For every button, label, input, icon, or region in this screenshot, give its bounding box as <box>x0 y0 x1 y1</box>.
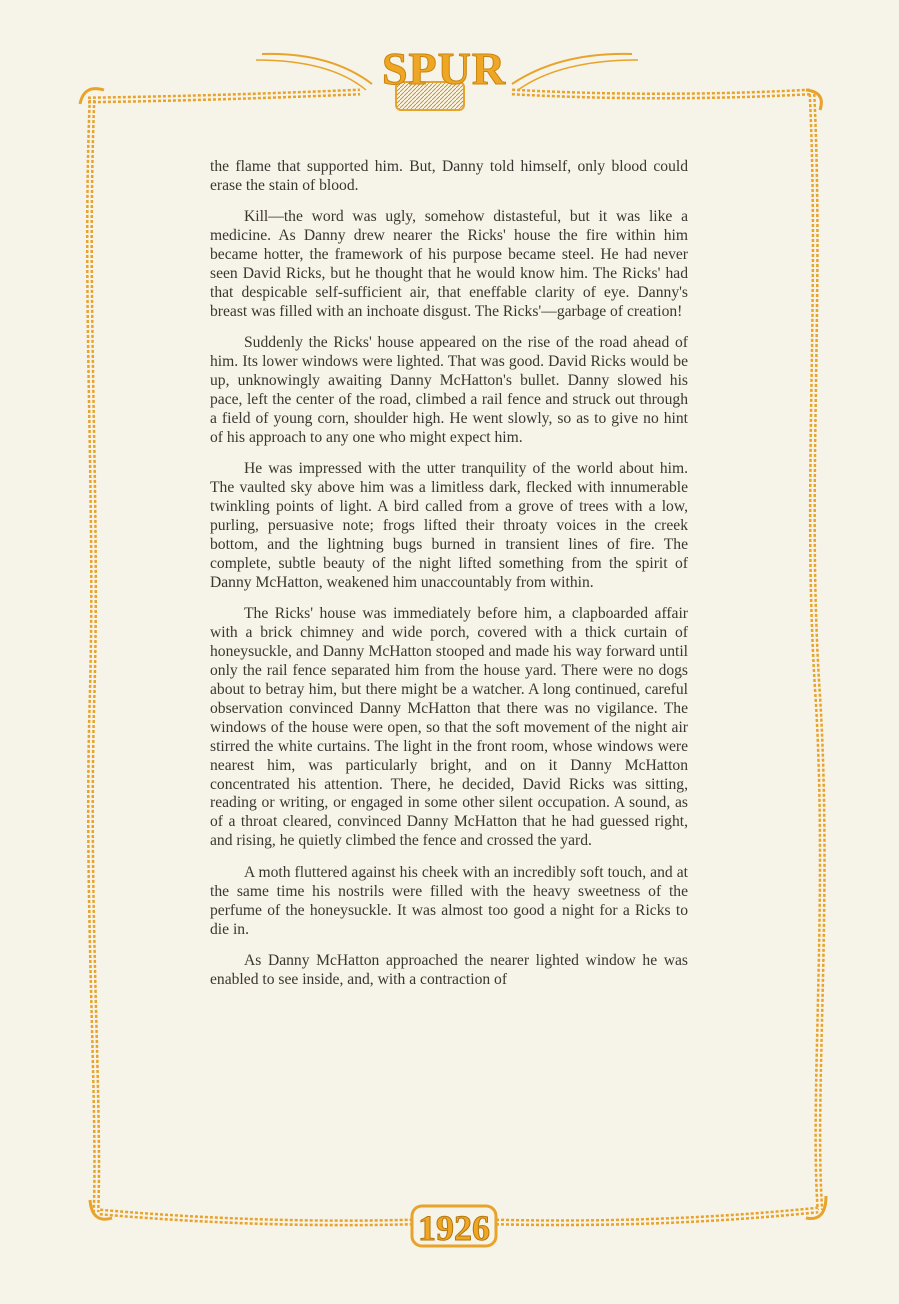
footer-year: 1926 <box>418 1208 490 1248</box>
masthead-wing-left <box>262 54 372 84</box>
story-text <box>210 158 688 1002</box>
masthead-title: SPUR <box>381 43 507 94</box>
paragraph-3: Suddenly the Ricks' house appeared on the rise of the road ahead of him. Its lower windows were lighted. That was good. David Ricks would be up, unknowingly awaiting Danny McHatton's bullet. Danny slowed his pace, left the center of the road, climbed a rail fence and struck out through a field of young corn, shoulder high. He went slowly, so as to give no hint of his approach to any one who might expect him. <box>210 334 688 446</box>
paragraph-2: Kill—the word was ugly, somehow distasteful, but it was like a medicine. As Danny drew nearer the Ricks' house the fire within him became hotter, the framework of his purpose became steel. He had never seen David Ricks, but he thought that he would know him. The Ricks' had that despicable self-sufficient air, that eneffable clarity of eye. Danny's breast was filled with an inchoate disgust. The Ricks'—garbage of creation! <box>210 208 688 320</box>
paragraph-4: He was impressed with the utter tranquility of the world about him. The vaulted sky above him was a limitless dark, flecked with innumerable twinkling points of light. A bird called from a grove of trees with a low, purling, persuasive note; frogs lifted their throaty voices in the creek bottom, and the lightning bugs burned in transient lines of fire. The complete, subtle beauty of the night lifted something from the spirit of Danny McHatton, weakened him unaccountably from within. <box>210 460 688 591</box>
paragraph-1: the flame that supported him. But, Danny told himself, only blood could erase the stain of blood. <box>210 158 688 194</box>
paragraph-7: As Danny McHatton approached the nearer lighted window he was enabled to see inside, and, with a contraction of <box>210 952 688 988</box>
paragraph-5: The Ricks' house was immediately before him, a clapboarded affair with a brick chimney and wide porch, covered with a thick curtain of honeysuckle, and Danny McHatton stooped and made his way forward until only the rail fence separated him from the house yard. There were no dogs about to betray him, but there might be a watcher. A long continued, careful observation convinced Danny McHatton that there was no vigilance. The windows of the house were open, so that the soft movement of the night air stirred the white curtains. The light in the front room, whose windows were nearest him, was particularly bright, and on it Danny McHatton concentrated his attention. There, he decided, David Ricks was sitting, reading or writing, or engaged in some other silent occupation. A sound, as of a throat cleared, convinced Danny McHatton that he had guessed right, and rising, he quietly climbed the fence and crossed the yard. <box>210 605 688 850</box>
paragraph-6: A moth fluttered against his cheek with an incredibly soft touch, and at the same time his nostrils were filled with the heavy sweetness of the perfume of the honeysuckle. It was almost too good a night for a Ricks to die in. <box>210 863 688 938</box>
right-border <box>812 94 822 1210</box>
masthead-wing-right <box>512 54 632 84</box>
